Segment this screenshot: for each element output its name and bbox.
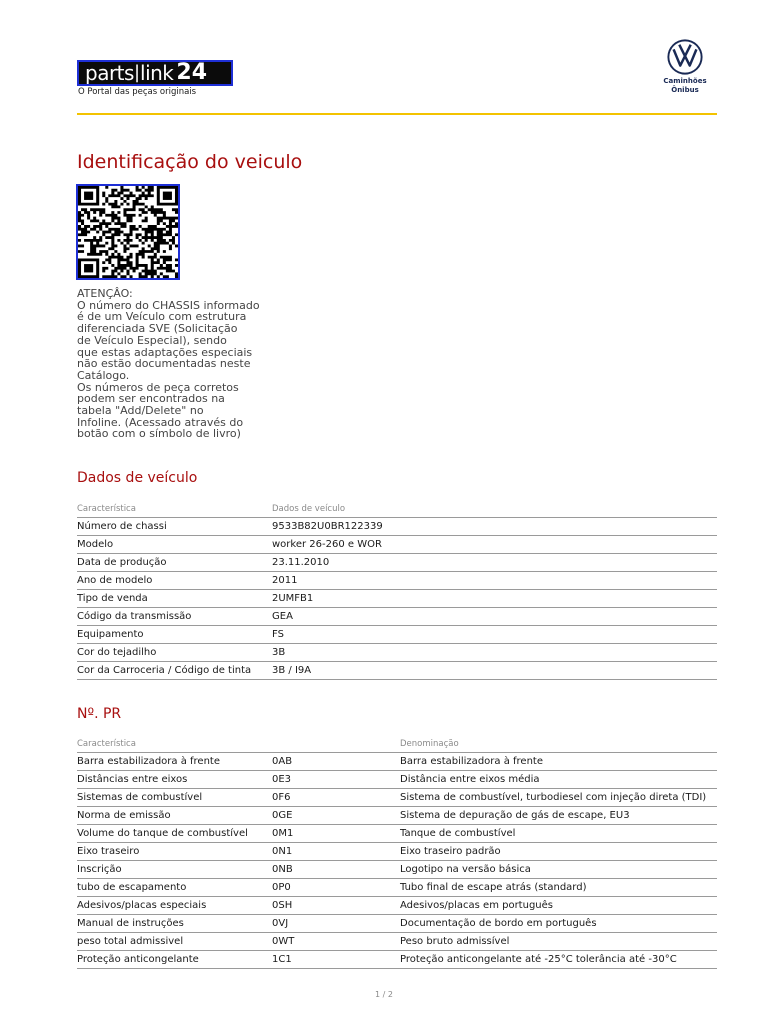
- table-row: [77, 897, 717, 915]
- table-row: [77, 644, 717, 662]
- table-row: [77, 951, 717, 969]
- logo-number: 24: [176, 60, 208, 85]
- pr-code-cell: 1C1: [272, 951, 400, 969]
- characteristic-cell: Proteção anticongelante: [77, 951, 272, 969]
- denomination-cell: Tanque de combustível: [400, 825, 717, 843]
- vehicle-value-cell: FS: [272, 626, 717, 644]
- characteristic-cell: Norma de emissão: [77, 807, 272, 825]
- brand-caption-line1: Caminhões: [663, 77, 707, 85]
- vehicle-value-cell: 3B / I9A: [272, 662, 717, 680]
- denomination-cell: Documentação de bordo em português: [400, 915, 717, 933]
- pr-code-cell: 0N1: [272, 843, 400, 861]
- qr-code-icon: [76, 184, 180, 280]
- characteristic-cell: Barra estabilizadora à frente: [77, 753, 272, 771]
- characteristic-cell: Ano de modelo: [77, 572, 272, 590]
- denomination-cell: Tubo final de escape atrás (standard): [400, 879, 717, 897]
- table-header-row: [77, 735, 717, 753]
- characteristic-cell: Sistemas de combustível: [77, 789, 272, 807]
- table-row: [77, 933, 717, 951]
- table-row: [77, 825, 717, 843]
- table-header-row: [77, 500, 717, 518]
- characteristic-cell: Modelo: [77, 536, 272, 554]
- denomination-cell: Barra estabilizadora à frente: [400, 753, 717, 771]
- vehicle-value-cell: 2011: [272, 572, 717, 590]
- pr-code-cell: 0M1: [272, 825, 400, 843]
- vw-logo-icon: [666, 38, 704, 76]
- pr-numbers-heading: Nº. PR: [77, 706, 122, 722]
- denomination-cell: Eixo traseiro padrão: [400, 843, 717, 861]
- vehicle-value-cell: worker 26-260 e WOR: [272, 536, 717, 554]
- characteristic-cell: Cor da Carroceria / Código de tinta: [77, 662, 272, 680]
- vehicle-value-cell: GEA: [272, 608, 717, 626]
- characteristic-cell: Distâncias entre eixos: [77, 771, 272, 789]
- column-header-characteristic: Característica: [77, 500, 272, 518]
- table-row: [77, 771, 717, 789]
- column-header-pr-code: [272, 735, 400, 753]
- characteristic-cell: Adesivos/placas especiais: [77, 897, 272, 915]
- table-row: [77, 626, 717, 644]
- denomination-cell: Sistema de depuração de gás de escape, EU3: [400, 807, 717, 825]
- column-header-denomination: Denominação: [400, 735, 717, 753]
- vehicle-value-cell: 3B: [272, 644, 717, 662]
- pr-code-cell: 0E3: [272, 771, 400, 789]
- table-row: [77, 590, 717, 608]
- denomination-cell: Adesivos/placas em português: [400, 897, 717, 915]
- table-row: [77, 536, 717, 554]
- table-row: [77, 572, 717, 590]
- table-row: [77, 807, 717, 825]
- table-row: [77, 843, 717, 861]
- brand-caption-line2: Ônibus: [671, 86, 699, 94]
- characteristic-cell: Código da transmissão: [77, 608, 272, 626]
- pr-code-cell: 0F6: [272, 789, 400, 807]
- characteristic-cell: peso total admissivel: [77, 933, 272, 951]
- vehicle-value-cell: 23.11.2010: [272, 554, 717, 572]
- pr-code-cell: 0VJ: [272, 915, 400, 933]
- characteristic-cell: Equipamento: [77, 626, 272, 644]
- table-row: [77, 608, 717, 626]
- pr-code-cell: 0P0: [272, 879, 400, 897]
- table-row: [77, 879, 717, 897]
- page-number: 1 / 2: [375, 990, 393, 999]
- characteristic-cell: Volume do tanque de combustível: [77, 825, 272, 843]
- pr-code-cell: 0GE: [272, 807, 400, 825]
- table-row: [77, 518, 717, 536]
- table-row: [77, 789, 717, 807]
- table-row: [77, 554, 717, 572]
- header-divider: [77, 113, 717, 115]
- brand-caption: [656, 77, 714, 95]
- denomination-cell: Sistema de combustível, turbodiesel com injeção direta (TDI): [400, 789, 717, 807]
- page-title: Identificação do veiculo: [77, 151, 303, 173]
- characteristic-cell: Manual de instruções: [77, 915, 272, 933]
- vehicle-data-table: [77, 500, 717, 680]
- logo-tagline: O Portal das peças originais: [78, 87, 197, 97]
- characteristic-cell: Tipo de venda: [77, 590, 272, 608]
- table-row: [77, 662, 717, 680]
- pr-code-cell: 0SH: [272, 897, 400, 915]
- denomination-cell: Distância entre eixos média: [400, 771, 717, 789]
- characteristic-cell: Número de chassi: [77, 518, 272, 536]
- pr-code-cell: 0NB: [272, 861, 400, 879]
- logo-separator: |: [133, 62, 141, 83]
- characteristic-cell: Cor do tejadilho: [77, 644, 272, 662]
- column-header-vehicle-data: Dados de veículo: [272, 500, 717, 518]
- characteristic-cell: Data de produção: [77, 554, 272, 572]
- chassis-notice: ATENÇÂO: O número do CHASSIS informado é de um Veículo com estrutura diferenciada SVE (Solicitação de Veículo Especial), sendo que estas adaptações especiais não estão documentadas neste Catálogo. Os números de peça corretos podem ser encontrados na tabela "Add/Delete" no Infoline. (Acessado através do botão com o símbolo de livro): [77, 287, 260, 441]
- logo-word-link: link: [140, 61, 174, 85]
- characteristic-cell: Eixo traseiro: [77, 843, 272, 861]
- characteristic-cell: Inscrição: [77, 861, 272, 879]
- denomination-cell: Logotipo na versão básica: [400, 861, 717, 879]
- characteristic-cell: tubo de escapamento: [77, 879, 272, 897]
- denomination-cell: Peso bruto admissível: [400, 933, 717, 951]
- table-row: [77, 915, 717, 933]
- logo-word-parts: parts: [85, 61, 134, 85]
- partslink24-logo[interactable]: [77, 60, 233, 86]
- vehicle-data-heading: Dados de veículo: [77, 470, 198, 486]
- column-header-characteristic: Característica: [77, 735, 272, 753]
- pr-code-cell: 0WT: [272, 933, 400, 951]
- pr-numbers-table: [77, 735, 717, 969]
- pr-code-cell: 0AB: [272, 753, 400, 771]
- vehicle-value-cell: 2UMFB1: [272, 590, 717, 608]
- table-row: [77, 861, 717, 879]
- vehicle-value-cell: 9533B82U0BR122339: [272, 518, 717, 536]
- denomination-cell: Proteção anticongelante até -25°C tolerância até -30°C: [400, 951, 717, 969]
- table-row: [77, 753, 717, 771]
